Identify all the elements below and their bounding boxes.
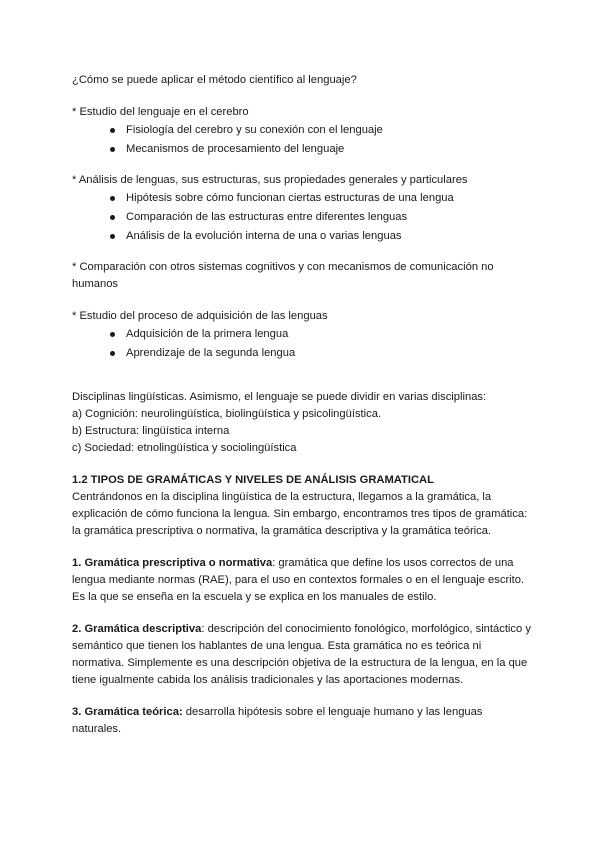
bullet-list: [72, 121, 532, 159]
discipline-b: b) Estructura: lingüística interna: [72, 425, 230, 437]
section-title: * Análisis de lenguas, sus estructuras, sus propiedades generales y particulares: [72, 174, 468, 186]
section-language-analysis: [72, 172, 532, 246]
grammar-section: [72, 472, 532, 738]
term-label: 2. Gramática descriptiva: [72, 623, 202, 635]
list-item: Aprendizaje de la segunda lengua: [72, 344, 532, 363]
bullet-icon: [110, 196, 115, 201]
section-title: * Estudio del proceso de adquisición de las lenguas: [72, 310, 328, 322]
grammar-intro: Centrándonos en la disciplina lingüística de la estructura, llegamos a la gramática, la explicación de cómo funciona la lengua. Sin embargo, encontramos tres tipos de gramática: la gramática prescriptiva o normativa, la gramática descriptiva y la gramática teórica.: [72, 491, 528, 537]
bullet-icon: [110, 128, 115, 133]
section-heading: 1.2 TIPOS DE GRAMÁTICAS Y NIVELES DE ANÁLISIS GRAMATICAL: [72, 474, 434, 486]
grammar-type-descriptive: 2. Gramática descriptiva: descripción del conocimiento fonológico, morfológico, sintáctico y semántico que tienen los hablantes de una lengua. Esta gramática no es teórica ni normativa. Simplemente es una descripción objetiva de la estructura de la lengua, en la que tiene igualmente cabida los análisis tradicionales y las aportaciones modernas.: [72, 623, 531, 686]
bullet-icon: [110, 351, 115, 356]
section-acquisition: [72, 308, 532, 363]
bullet-list: [72, 189, 532, 246]
section-title: * Comparación con otros sistemas cognitivos y con mecanismos de comunicación no humanos: [72, 261, 494, 290]
term-label: 3. Gramática teórica:: [72, 706, 183, 718]
bullet-icon: [110, 147, 115, 152]
section-cognitive-comparison: [72, 259, 532, 293]
disciplines-intro: Disciplinas lingüísticas. Asimismo, el lenguaje se puede dividir en varias disciplinas:: [72, 391, 487, 403]
list-item: Análisis de la evolución interna de una o varias lenguas: [72, 227, 532, 246]
intro-question: ¿Cómo se puede aplicar el método científico al lenguaje?: [72, 74, 357, 86]
section-brain-study: [72, 104, 532, 159]
bullet-icon: [110, 234, 115, 239]
list-item: Mecanismos de procesamiento del lenguaje: [72, 140, 532, 159]
term-label: 1. Gramática prescriptiva o normativa: [72, 557, 273, 569]
bullet-icon: [110, 215, 115, 220]
discipline-c: c) Sociedad: etnolingüística y sociolingüística: [72, 442, 297, 454]
bullet-icon: [110, 332, 115, 337]
discipline-a: a) Cognición: neurolingüística, biolingüística y psicolingüística.: [72, 408, 382, 420]
document-page: [72, 72, 532, 738]
grammar-type-prescriptive: 1. Gramática prescriptiva o normativa: gramática que define los usos correctos de una lengua mediante normas (RAE), para el uso en contextos formales o en el lenguaje escrito. Es la que se enseña en la escuela y se explica en los manuales de estilo.: [72, 557, 525, 603]
list-item: Adquisición de la primera lengua: [72, 325, 532, 344]
list-item: Fisiología del cerebro y su conexión con el lenguaje: [72, 121, 532, 140]
list-item: Comparación de las estructuras entre diferentes lenguas: [72, 208, 532, 227]
grammar-type-theoretical: 3. Gramática teórica: desarrolla hipótesis sobre el lenguaje humano y las lenguas naturales.: [72, 706, 483, 735]
section-title: * Estudio del lenguaje en el cerebro: [72, 106, 249, 118]
disciplines-block: [72, 389, 532, 457]
bullet-list: [72, 325, 532, 363]
list-item: Hipótesis sobre cómo funcionan ciertas estructuras de una lengua: [72, 189, 532, 208]
